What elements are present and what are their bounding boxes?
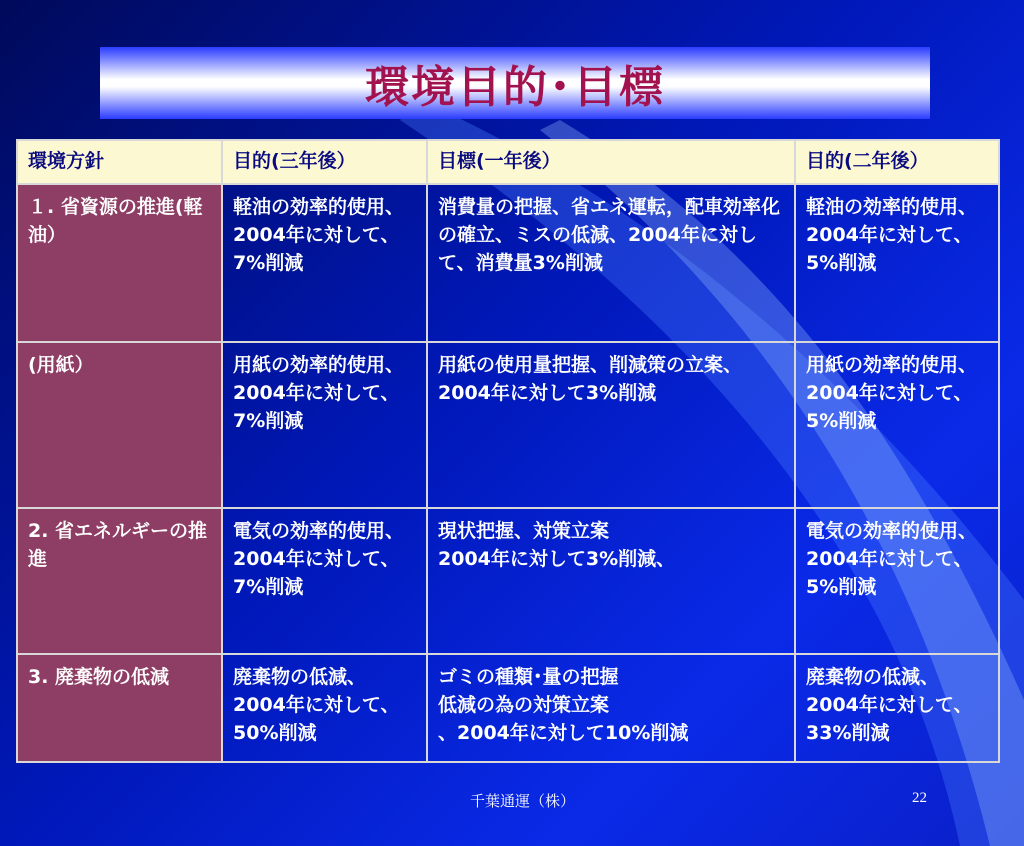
policy-cell: １. 省資源の推進(軽油） (17, 184, 222, 342)
table-row (17, 654, 999, 762)
target-1yr-cell: 用紙の使用量把握、削減策の立案、2004年に対して3%削減 (427, 342, 795, 508)
table-row (17, 342, 999, 508)
footer-company: 千葉通運（株） (470, 792, 576, 810)
target-1yr-cell: 消費量の把握、省エネ運転，配車効率化の確立、ミスの低減、2004年に対して、消費量3%削減 (427, 184, 795, 342)
policy-cell: 3. 廃棄物の低減 (17, 654, 222, 762)
target-1yr-cell: ゴミの種類･量の把握 低減の為の対策立案 、2004年に対して10%削減 (427, 654, 795, 762)
goal-3yr-cell: 用紙の効率的使用、2004年に対して、7%削減 (222, 342, 427, 508)
header-target-1yr: 目標(一年後） (427, 140, 795, 184)
title-banner (100, 47, 930, 119)
goal-2yr-cell: 軽油の効率的使用、2004年に対して、5%削減 (795, 184, 999, 342)
goal-3yr-cell: 廃棄物の低減、2004年に対して、50%削減 (222, 654, 427, 762)
goal-2yr-cell: 廃棄物の低減、2004年に対して、33%削減 (795, 654, 999, 762)
goal-2yr-cell: 用紙の効率的使用、2004年に対して、5%削減 (795, 342, 999, 508)
goal-2yr-cell: 電気の効率的使用、2004年に対して、5%削減 (795, 508, 999, 654)
goal-3yr-cell: 電気の効率的使用、2004年に対して、7%削減 (222, 508, 427, 654)
table-row (17, 508, 999, 654)
slide-title: 環境目的･目標 (365, 62, 665, 113)
policy-cell: 2. 省エネルギーの推進 (17, 508, 222, 654)
table-row (17, 184, 999, 342)
header-policy: 環境方針 (17, 140, 222, 184)
header-goal-3yr: 目的(三年後） (222, 140, 427, 184)
policy-cell: (用紙） (17, 342, 222, 508)
page-number: 22 (912, 790, 927, 806)
goal-3yr-cell: 軽油の効率的使用、2004年に対して、7%削減 (222, 184, 427, 342)
environment-goals-table (16, 139, 1000, 763)
target-1yr-cell: 現状把握、対策立案 2004年に対して3%削減、 (427, 508, 795, 654)
table-header-row (17, 140, 999, 184)
header-goal-2yr: 目的(二年後） (795, 140, 999, 184)
